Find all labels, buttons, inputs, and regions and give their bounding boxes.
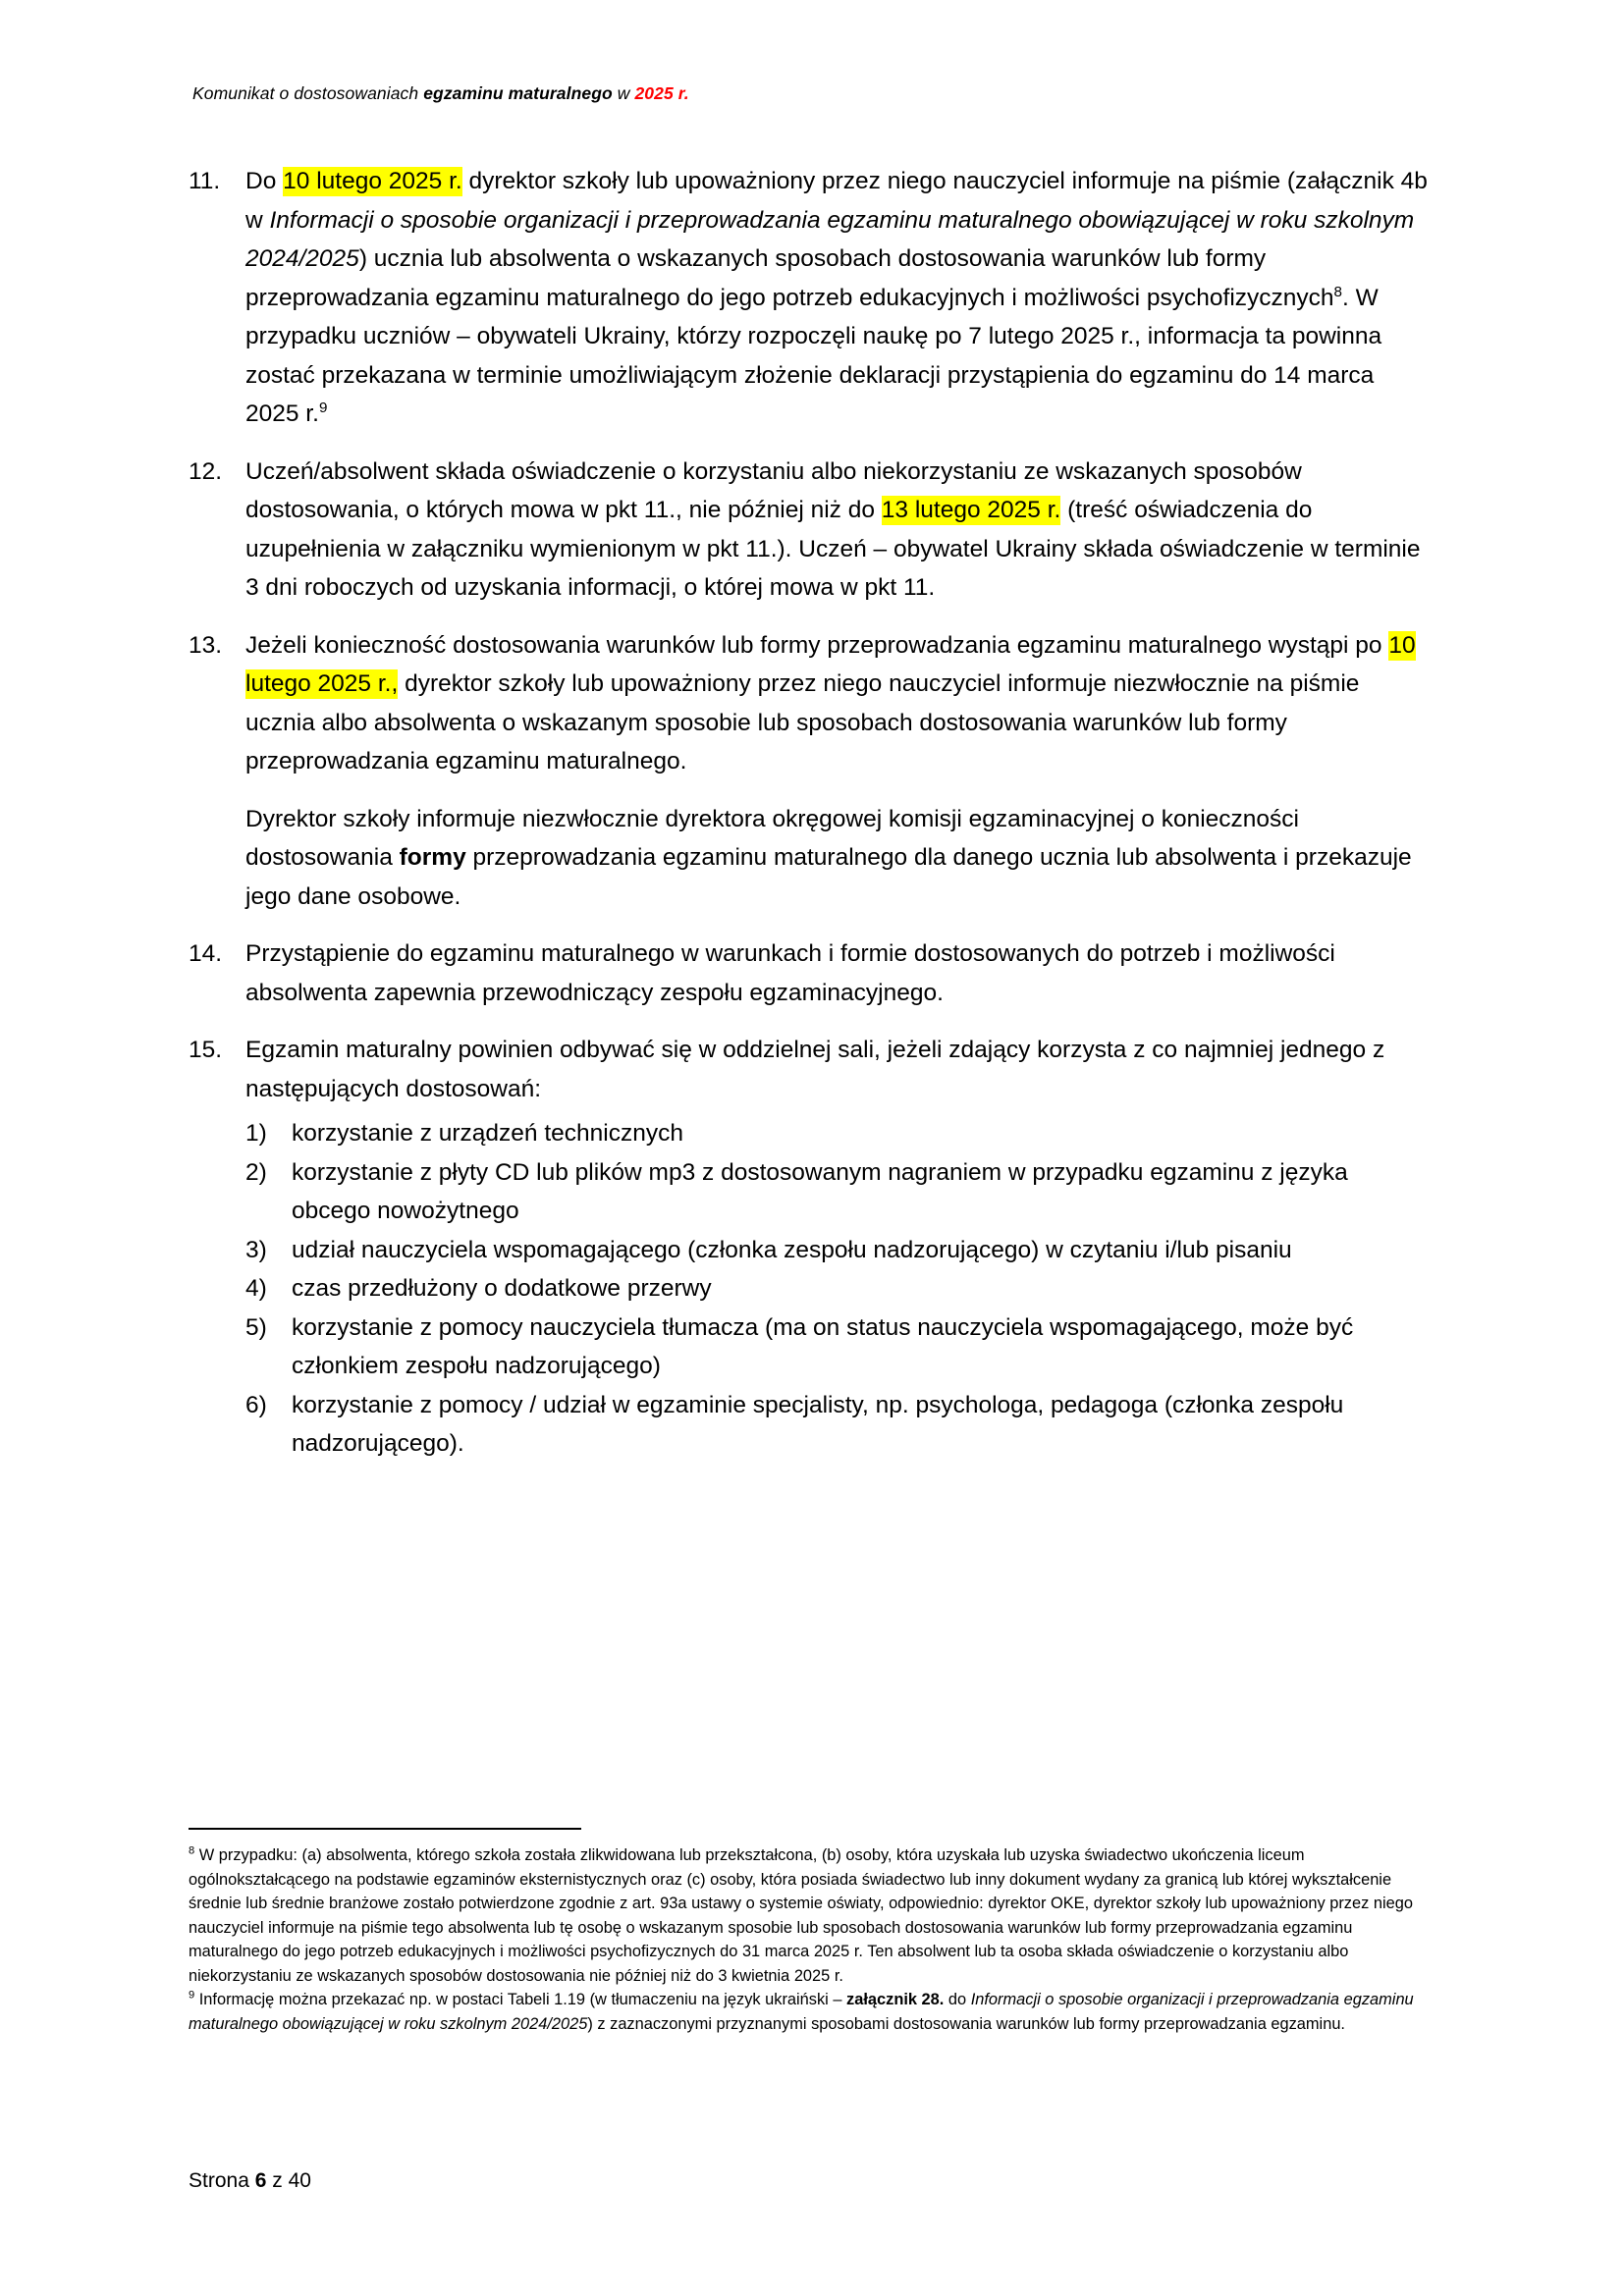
header-text-middle: w bbox=[612, 83, 635, 103]
list-item bbox=[189, 934, 1428, 1012]
list-item-text bbox=[245, 940, 1335, 1006]
footnote-marker: 9 bbox=[189, 1989, 195, 2002]
footer-middle: z bbox=[266, 2169, 289, 2192]
sub-list-item-text: udział nauczyciela wspomagającego (członka zespołu nadzorującego) w czytaniu i/lub pisaniu bbox=[292, 1236, 1292, 1263]
list-item-text bbox=[245, 1037, 1384, 1102]
sub-list-item bbox=[245, 1269, 1428, 1308]
list-item bbox=[189, 626, 1428, 917]
document-body bbox=[189, 162, 1428, 1464]
running-header bbox=[192, 83, 689, 104]
item-2-text-run: Jeżeli konieczność dostosowania warunków lub formy przeprowadzania egzaminu maturalnego wystąpi po bbox=[245, 631, 1389, 659]
sub-list-item-text: czas przedłużony o dodatkowe przerwy bbox=[292, 1275, 712, 1302]
footnote-0-text-run: W przypadku: (a) absolwenta, którego szkoła została zlikwidowana lub przekształcona, (b) osoby, która uzyskała lub uzyska świadectwo ukończenia liceum ogólnokształcącego na podstawie egzaminów eksternistycznych oraz (c) osoby, która posiada świadectwo lub inny dokument wydany za granicą lub której wykształcenie średnie lub średnie branżowe zostało potwierdzone zgodnie z art. 93a ustawy o systemie oświaty, odpowiednio: dyrektor OKE, dyrektor szkoły lub upoważniony przez niego nauczyciel informuje na piśmie tego absolwenta lub tę osobę o wskazanym sposobie lub sposobach dostosowania warunków lub formy przeprowadzania egzaminu maturalnego do jego potrzeb edukacyjnych i możliwości psychofizycznych do 31 marca 2025 r. Ten absolwent lub ta osoba składa oświadczenie o korzystaniu albo niekorzystaniu ze wskazanych sposobów dostosowania nie później niż do 3 kwietnia 2025 r. bbox=[189, 1846, 1413, 1985]
footnote-1-italic-run: Informacji o sposobie organizacji i przeprowadzania egzaminu maturalnego obowiązującej w roku szkolnym 2024/2025 bbox=[189, 1991, 1414, 2033]
sub-list-item-number: 1) bbox=[245, 1120, 267, 1147]
footer-total-pages: 40 bbox=[288, 2169, 311, 2192]
footnote bbox=[189, 1988, 1434, 2036]
sub-list-item bbox=[245, 1386, 1428, 1464]
item-2-highlighted-date: 10 lutego 2025 r., bbox=[245, 631, 1416, 697]
footnote-1-bold-run: załącznik 28. bbox=[846, 1991, 945, 2008]
footnote bbox=[189, 1843, 1434, 1988]
item-3-text-run: Przystąpienie do egzaminu maturalnego w warunkach i formie dostosowanych do potrzeb i możliwości absolwenta zapewnia przewodniczący zespołu egzaminacyjnego. bbox=[245, 940, 1335, 1006]
sub-list-item-number: 2) bbox=[245, 1158, 267, 1186]
header-text-before: Komunikat o dostosowaniach bbox=[192, 83, 424, 103]
item-0-footnote-ref[interactable]: 9 bbox=[318, 399, 328, 416]
item-2-cont-text-run: Dyrektor szkoły informuje niezwłocznie dyrektora okręgowej komisji egzaminacyjnej o konieczności dostosowania bbox=[245, 805, 1299, 871]
item-0-text-run: ) ucznia lub absolwenta o wskazanych sposobach dostosowania warunków lub formy przeprowadzania egzaminu maturalnego do jego potrzeb edukacyjnych i możliwości psychofizycznych bbox=[245, 245, 1334, 311]
sub-list-item-text: korzystanie z pomocy nauczyciela tłumacza (ma on status nauczyciela wspomagającego, może być członkiem zespołu nadzorującego) bbox=[292, 1313, 1354, 1379]
item-4-text-run: Egzamin maturalny powinien odbywać się w oddzielnej sali, jeżeli zdający korzysta z co najmniej jednego z następujących dostosowań: bbox=[245, 1037, 1385, 1102]
list-item-number: 14. bbox=[189, 940, 223, 967]
sub-list-item bbox=[245, 1231, 1428, 1270]
list-item-number: 15. bbox=[189, 1037, 223, 1063]
list-item-number: 12. bbox=[189, 457, 223, 485]
sub-list-item-number: 6) bbox=[245, 1391, 267, 1418]
item-0-text-run: Do bbox=[245, 168, 284, 194]
footnote-1-text-run: Informację można przekazać np. w postaci Tabeli 1.19 (w tłumaczeniu na język ukraiński – bbox=[194, 1991, 847, 2008]
list-item-text bbox=[245, 458, 1421, 602]
item-2-cont-bold-run: formy bbox=[399, 844, 466, 871]
sub-numbered-list bbox=[245, 1114, 1428, 1464]
footnote-marker: 8 bbox=[189, 1844, 195, 1857]
footer-prefix: Strona bbox=[189, 2169, 255, 2192]
list-item-text bbox=[245, 631, 1416, 775]
sub-list-item-text: korzystanie z pomocy / udział w egzaminie specjalisty, np. psychologa, pedagoga (członka zespołu nadzorującego). bbox=[292, 1391, 1344, 1457]
page-footer bbox=[189, 2167, 311, 2195]
sub-list-item-number: 3) bbox=[245, 1236, 267, 1263]
footnote-1-text-run: ) z zaznaczonymi przyznanymi sposobami dostosowania warunków lub formy przeprowadzania egzaminu. bbox=[587, 2014, 1345, 2033]
header-year: 2025 r. bbox=[634, 83, 689, 103]
footnote-1-text-run: do bbox=[944, 1991, 971, 2008]
continuation-paragraph bbox=[245, 800, 1428, 917]
item-1-highlighted-date: 13 lutego 2025 r. bbox=[881, 497, 1061, 523]
list-item bbox=[189, 162, 1428, 434]
item-1-text-run: Uczeń/absolwent składa oświadczenie o korzystaniu albo niekorzystaniu ze wskazanych sposobów dostosowania, o których mowa w pkt 11., nie później niż do bbox=[245, 457, 1302, 523]
numbered-list bbox=[189, 162, 1428, 1464]
header-bold-part: egzaminu maturalnego bbox=[423, 83, 613, 103]
sub-list-item bbox=[245, 1153, 1428, 1231]
footnote-separator-rule bbox=[189, 1828, 581, 1830]
item-2-cont-text-run: przeprowadzania egzaminu maturalnego dla danego ucznia lub absolwenta i przekazuje jego dane osobowe. bbox=[245, 844, 1412, 910]
list-item-number: 13. bbox=[189, 631, 223, 659]
footnote-area bbox=[189, 1828, 1434, 2036]
item-1-text-run: (treść oświadczenia do uzupełnienia w załączniku wymienionym w pkt 11.). Uczeń – obywatel Ukrainy składa oświadczenie w terminie 3 dni roboczych od uzyskania informacji, o której mowa w pkt 11. bbox=[245, 497, 1421, 601]
list-item bbox=[189, 453, 1428, 608]
item-2-text-run: dyrektor szkoły lub upoważniony przez niego nauczyciel informuje niezwłocznie na piśmie ucznia albo absolwenta o wskazanym sposobie lub sposobach dostosowania warunków lub formy przeprowadzania egzaminu maturalnego. bbox=[245, 670, 1360, 774]
item-0-footnote-ref[interactable]: 8 bbox=[1333, 283, 1342, 300]
list-item bbox=[189, 1031, 1428, 1464]
item-0-italic-run: Informacji o sposobie organizacji i przeprowadzania egzaminu maturalnego obowiązującej w roku szkolnym 2024/2025 bbox=[245, 206, 1415, 272]
sub-list-item-number: 4) bbox=[245, 1275, 267, 1302]
footnote-list bbox=[189, 1843, 1434, 2036]
footer-page-number: 6 bbox=[254, 2169, 267, 2192]
item-0-text-run: . W przypadku uczniów – obywateli Ukrainy, którzy rozpoczęli naukę po 7 lutego 2025 r., informacja ta powinna zostać przekazana w terminie umożliwiającym złożenie deklaracji przystąpienia do egzaminu do 14 marca 2025 r. bbox=[245, 284, 1382, 427]
list-item-text bbox=[245, 168, 1428, 427]
list-item-number: 11. bbox=[189, 168, 221, 194]
sub-list-item bbox=[245, 1114, 1428, 1153]
item-0-highlighted-date: 10 lutego 2025 r. bbox=[283, 168, 462, 194]
sub-list-item-text: korzystanie z urządzeń technicznych bbox=[292, 1120, 683, 1147]
sub-list-item bbox=[245, 1308, 1428, 1386]
sub-list-item-number: 5) bbox=[245, 1313, 267, 1341]
item-0-text-run: dyrektor szkoły lub upoważniony przez niego nauczyciel informuje na piśmie (załącznik 4b w bbox=[245, 168, 1428, 234]
sub-list-item-text: korzystanie z płyty CD lub plików mp3 z dostosowanym nagraniem w przypadku egzaminu z języka obcego nowożytnego bbox=[292, 1158, 1348, 1224]
